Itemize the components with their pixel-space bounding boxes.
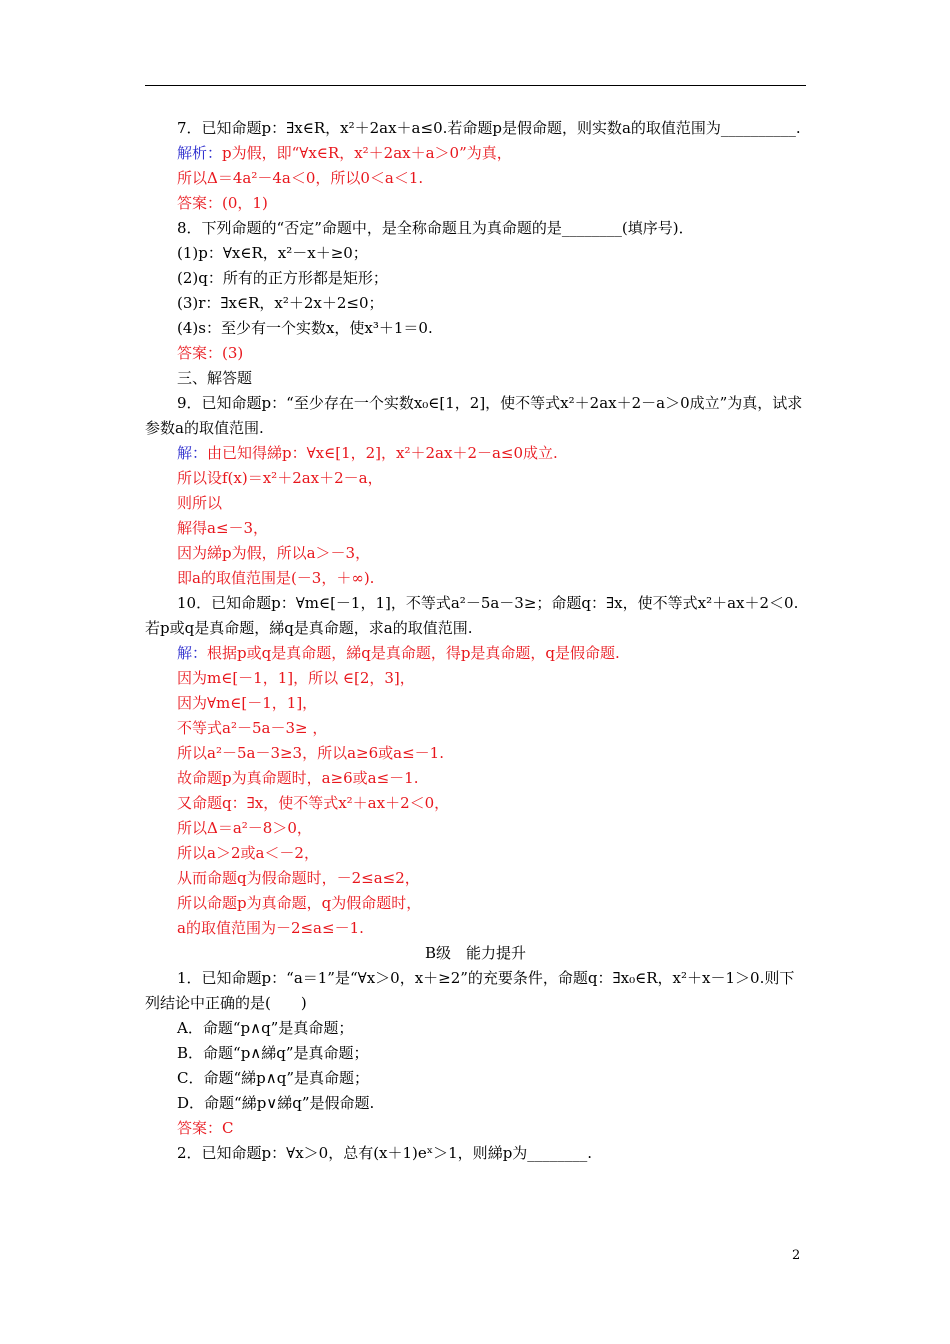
q8-answer: 答案：(3)	[177, 344, 244, 362]
q8-option-4: (4)s：至少有一个实数x，使x³＋1＝0.	[177, 319, 433, 337]
q10-solution-line-9: 所以a＞2或a＜－2，	[177, 844, 319, 862]
q10-solution-line-12: a的取值范围为－2≤a≤－1.	[177, 919, 364, 937]
analysis-label: 解析：	[177, 144, 223, 162]
q9-solution-line-3: 则所以	[177, 494, 223, 512]
b2-stem: 2．已知命题p：∀x＞0，总有(x＋1)eˣ＞1，则綈p为________.	[177, 1144, 593, 1162]
q7-analysis-line-1	[145, 141, 806, 166]
q10-solution-line-6: 故命题p为真命题时，a≥6或a≤－1.	[177, 769, 419, 787]
q9-solution-line-2: 所以设f(x)＝x²＋2ax＋2－a，	[177, 469, 383, 487]
q8-option-1: (1)p：∀x∈R，x²－x＋≥0；	[177, 244, 368, 262]
b1-option-c: C．命题“綈p∧q”是真命题；	[177, 1069, 369, 1087]
header-rule	[145, 85, 806, 86]
q10-solution-line-7: 又命题q：∃x，使不等式x²＋ax＋2＜0，	[177, 794, 450, 812]
page-content	[145, 116, 806, 1166]
q9-stem: 9．已知命题p：“至少存在一个实数x₀∈[1，2]，使不等式x²＋2ax＋2－a＞0成立”为真，试求参数a的取值范围.	[145, 394, 803, 437]
q10-solution-line-11: 所以命题p为真命题，q为假命题时，	[177, 894, 422, 912]
q10-solution-line-8: 所以Δ＝a²－8＞0，	[177, 819, 312, 837]
q8-stem: 8．下列命题的“否定”命题中，是全称命题且为真命题的是________(填序号)．	[177, 219, 694, 237]
page-number: 2	[792, 1248, 801, 1263]
q9-solution-line-5: 因为綈p为假，所以a＞－3，	[177, 544, 371, 562]
b1-option-b: B．命题“p∧綈q”是真命题；	[177, 1044, 369, 1062]
b1-stem: 1．已知命题p：“a＝1”是“∀x＞0，x＋≥2”的充要条件，命题q：∃x₀∈R，x²＋x－1＞0.则下列结论中正确的是( )	[145, 969, 795, 1012]
level-heading: B级 能力提升	[424, 944, 527, 962]
q9-solution-line-6: 即a的取值范围是(－3，＋∞).	[177, 569, 375, 587]
solution-label: 解：	[177, 644, 208, 662]
b1-option-a: A．命题“p∧q”是真命题；	[177, 1019, 354, 1037]
solution-label: 解：	[177, 444, 208, 462]
b1-answer: 答案：C	[177, 1119, 234, 1137]
q10-solution-line-2: 因为m∈[－1，1]，所以 ∈[2，3]，	[177, 669, 415, 687]
q7-analysis-line-2: 所以Δ＝4a²－4a＜0，所以0＜a＜1.	[177, 169, 424, 187]
q7-analysis-text: p为假，即“∀x∈R，x²＋2ax＋a＞0”为真，	[222, 144, 512, 162]
q10-solution-line-10: 从而命题q为假命题时，－2≤a≤2，	[177, 869, 420, 887]
q9-solution-line-1	[145, 441, 806, 466]
q8-option-3: (3)r：∃x∈R，x²＋2x＋2≤0；	[177, 294, 384, 312]
q10-stem: 10．已知命题p：∀m∈[－1，1]，不等式a²－5a－3≥；命题q：∃x，使不等式x²＋ax＋2＜0.若p或q是真命题，綈q是真命题，求a的取值范围.	[145, 594, 799, 637]
q10-solution-text: 根据p或q是真命题，綈q是真命题，得p是真命题，q是假命题.	[207, 644, 620, 662]
q10-solution-line-5: 所以a²－5a－3≥3，所以a≥6或a≤－1.	[177, 744, 444, 762]
q8-option-2: (2)q：所有的正方形都是矩形；	[177, 269, 388, 287]
q7-stem: 7．已知命题p：∃x∈R，x²＋2ax＋a≤0.若命题p是假命题，则实数a的取值范围为__________.	[177, 119, 801, 137]
q9-solution-text: 由已知得綈p：∀x∈[1，2]，x²＋2ax＋2－a≤0成立.	[207, 444, 558, 462]
section-heading: 三、解答题	[177, 369, 253, 387]
q9-solution-line-4: 解得a≤－3，	[177, 519, 269, 537]
q10-solution-line-1	[145, 641, 806, 666]
q10-solution-line-4: 不等式a²－5a－3≥ ，	[177, 719, 328, 737]
q7-answer: 答案：(0，1)	[177, 194, 268, 212]
q10-solution-line-3: 因为∀m∈[－1，1]，	[177, 694, 318, 712]
b1-option-d: D．命题“綈p∨綈q”是假命题.	[177, 1094, 375, 1112]
